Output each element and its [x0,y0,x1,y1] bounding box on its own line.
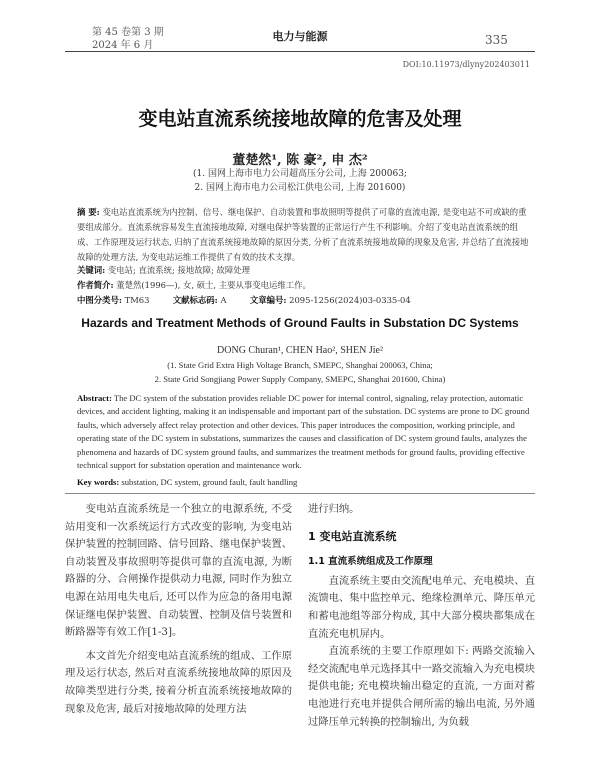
abstract-cn [77,205,532,265]
body-left-column [65,501,292,718]
subsection-heading-1-1: 1.1 直流系统组成及工作原理 [308,556,433,568]
section-heading-1: 1 变电站直流系统 [308,529,397,543]
clc-code: TM63 [124,295,150,305]
page-number: 335 [485,33,508,47]
affiliation-2: 2. 国网上海市电力公司松江供电公司, 上海 201600) [194,183,406,193]
authors: 董楚然¹, 陈 豪², 申 杰² [232,153,368,168]
article-number: 2095-1256(2024)03-0335-04 [289,295,411,305]
author-bio [77,278,532,293]
publication-date: 2024 年 6 月 [92,40,154,51]
english-keywords [77,476,532,489]
body-paragraph: 变电站直流系统是一个独立的电源系统, 不受站用变和一次系统运行方式改变的影响, 为变电站保护装置的控制回路、信号回路、继电保护装置、自动装置及事故照明等提供可靠的直流电源, 为断路器的分、合闸操作提供动力电源, 同时作为独立电源在站用电失电后, 还可以作为应急的备用电源保证继电保护装置、自动装置、控制及信号装置和断路器等有效工作[1-3]。 [65,503,292,639]
body-paragraph: 直流系统主要由交流配电单元、充电模块、直流馈电、集中监控单元、绝缘检测单元、降压单元和蓄电池组等部分构成, 其中大部分模块都集成在直流充电机屏内。 [308,574,535,640]
author-bio-text: 董楚然(1996—), 女, 硕士, 主要从事变电运维工作。 [116,280,311,290]
body-continuation: 进行归纳。 [308,503,360,515]
doc-code: A [220,295,227,305]
body-paragraph: 直流系统的主要工作原理如下: 两路交流输入经交流配电单元选择其中一路交流输入为充电模块提供电能; 充电模块输出稳定的直流, 一方面对蓄电池进行充电并提供合闸所需的输出电流, 另外通过降压单元转换的控制输出, 为负载 [308,645,535,728]
abstract-cn-text: 变电站直流系统为内控制、信号、继电保护、自动装置和事故照明等提供了可靠的直流电源, 是变电站不可或缺的重要组成部分。直流系统容易发生直流接地故障, 对继电保护等装置的正常运行产生不利影响。介绍了变电站直流系统的组成、工作原理及运行状态, 归纳了直流系统接地故障的原因分类, 分析了直流系统接地故障的现象及危害, 并总结了直流接地故障的处理方法, 为变电站运维工作提供了有效的技术支撑。 [77,207,529,262]
article-number-label: 文章编号: [249,295,287,305]
header-rule [65,51,535,52]
doi: DOI:10.11973/dlyny202403011 [402,60,530,69]
volume-issue: 第 45 卷第 3 期 [92,27,164,38]
journal-name: 电力与能源 [272,30,328,43]
clc-label: 中图分类号: [77,295,122,305]
keywords-cn-label: 关键词: [77,265,106,275]
classification-line [77,293,532,308]
paper-title: 变电站直流系统接地故障的危害及处理 [138,108,462,130]
body-right-column [308,501,535,731]
section-divider [65,493,535,494]
english-abstract-label: Abstract: [77,393,112,403]
english-affiliation-1: (1. State Grid Extra High Voltage Branch, SMEPC, Shanghai 200063, China; [167,360,433,370]
english-affiliation-2: 2. State Grid Songjiang Power Supply Company, SMEPC, Shanghai 201600, China) [154,374,446,384]
doc-code-label: 文献标志码: [172,295,218,305]
author-bio-label: 作者简介: [77,280,114,290]
english-authors: DONG Churan¹, CHEN Hao², SHEN Jie² [217,345,383,356]
english-abstract [77,392,532,472]
english-keywords-text: substation, DC system, ground fault, fault handling [121,477,298,487]
abstract-cn-label: 摘 要: [77,207,100,217]
english-abstract-text: The DC system of the substation provides reliable DC power for internal control, signaling, relay protection, automatic devices, and accident lighting, making it an indispensable and important part of the substation. DC systems are prone to DC ground faults, which adversely affect relay protection and other devices. This paper introduces the composition, working principle, and operating state of the DC system in substations, summarizes the causes and classification of DC system ground faults, analyzes the phenomena and hazards of DC system ground faults, and summarizes the treatment methods for ground faults, providing effective technical support for substation operation and maintenance work. [77,393,530,471]
body-paragraph: 本文首先介绍变电站直流系统的组成、工作原理及运行状态, 然后对直流系统接地故障的原因及故障类型进行分类, 接着分析直流系统接地故障的现象及危害, 最后对接地故障的处理方法 [65,649,292,715]
english-title: Hazards and Treatment Methods of Ground Faults in Substation DC Systems [81,316,519,330]
affiliation-1: (1. 国网上海市电力公司超高压分公司, 上海 200063; [193,169,407,179]
english-keywords-label: Key words: [77,477,120,487]
keywords-cn-text: 变电站; 直流系统; 接地故障; 故障处理 [107,265,250,275]
keywords-cn [77,263,532,278]
